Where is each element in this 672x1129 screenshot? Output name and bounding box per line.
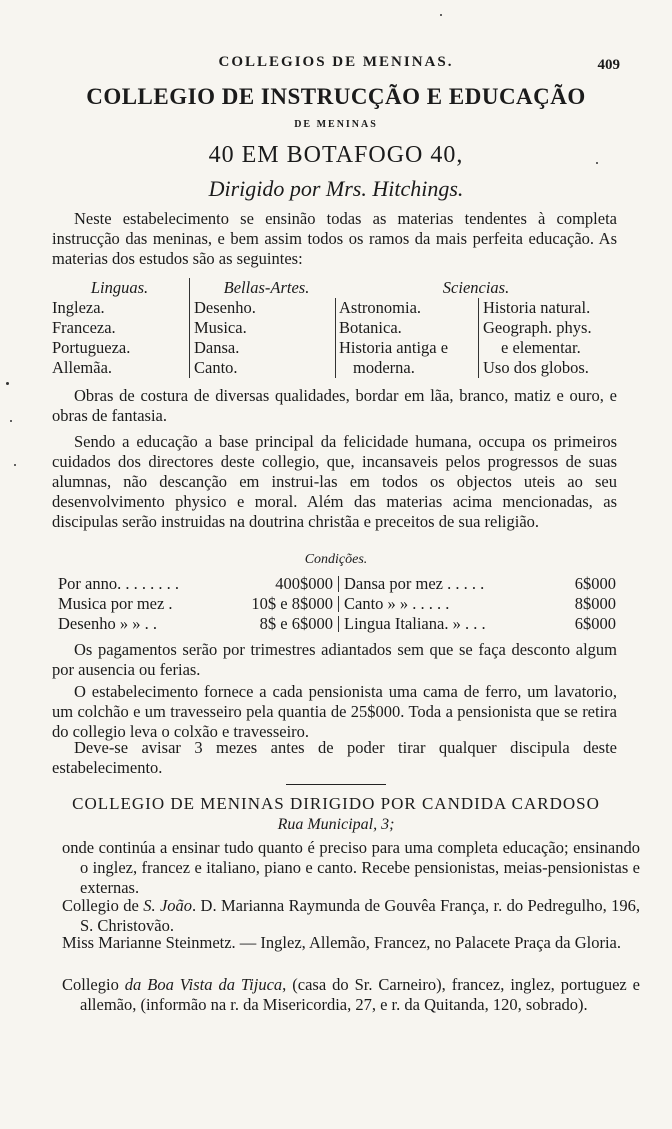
- subject-item: moderna.: [353, 358, 415, 377]
- fee-right-cell: [344, 594, 616, 614]
- college-director: Dirigido por Mrs. Hitchings.: [208, 176, 464, 201]
- subject-item: e elementar.: [501, 338, 581, 357]
- subjects-bellas-artes-heading: Bellas-Artes.: [223, 278, 310, 297]
- fee-divider: [338, 596, 339, 612]
- subject-item: Ingleza.: [52, 298, 105, 317]
- subject-item: Geograph. phys.: [483, 318, 592, 337]
- college-subtitle: DE MENINAS: [294, 119, 378, 130]
- subject-item: Portugueza.: [52, 338, 131, 357]
- fee-label: Desenho » » . .: [58, 614, 157, 633]
- fee-left-cell: [58, 614, 333, 634]
- fee-right-cell: [344, 574, 616, 594]
- fee-price: 6$000: [574, 574, 616, 593]
- entry-name: S. João: [143, 896, 193, 915]
- education-paragraph: Sendo a educação a base principal da felicidade humana, occupa os primeiros cuidados dos directores deste collegio, que, incansaveis pelos progressos de suas alumnas, não descanção em instrui-las em todos os objectos uteis ao seu desenvolvimento physico e moral. Além das materias acima mencionadas, as discipulas serão instruidas na doutrina christãa e preceitos de sua religião.: [52, 432, 617, 531]
- sciencias-left-list: [335, 298, 479, 378]
- subject-item: Historia natural.: [483, 298, 591, 317]
- college2-street: Rua Municipal, 3;: [277, 816, 395, 833]
- subject-item: Astronomia.: [339, 298, 422, 317]
- fee-divider: [338, 616, 339, 632]
- sciencias-right-list: [478, 298, 622, 378]
- print-speck: [10, 420, 12, 422]
- subject-item: Musica.: [194, 318, 247, 337]
- college-address: 40 EM BOTAFOGO 40,: [208, 142, 464, 168]
- fee-label: Dansa por mez . . . . .: [344, 574, 485, 593]
- subjects-sciencias-column: [335, 278, 617, 378]
- section-divider: [286, 784, 386, 785]
- fee-right-cell: [344, 614, 616, 634]
- fee-divider: [338, 576, 339, 592]
- subjects-bellas-artes-column: [189, 278, 339, 378]
- subject-item: Botanica.: [339, 318, 402, 337]
- print-speck: [440, 14, 442, 16]
- college-title: COLLEGIO DE INSTRUCÇÃO E EDUCAÇÃO: [86, 84, 586, 109]
- college2-title: COLLEGIO DE MENINAS DIRIGIDO POR CANDIDA CARDOSO: [72, 794, 600, 813]
- fee-price: 10$ e 8$000: [251, 594, 333, 613]
- listing-entry: [62, 933, 640, 953]
- subjects-linguas-heading: Linguas.: [90, 278, 149, 297]
- fees-table: [58, 574, 618, 634]
- listing-entry: [62, 975, 640, 1015]
- print-speck: [596, 162, 598, 164]
- entry-text: . D. Marianna Raymunda de Gouvêa França, r. do Pedregulho, 196, S. Christovão.: [80, 896, 641, 935]
- payments-paragraph: Os pagamentos serão por trimestres adiantados sem que se faça desconto algum por ausencia ou ferias.: [52, 640, 617, 679]
- entry-text: Miss Marianne Steinmetz. — Inglez, Allemão, Francez, no Palacete Praça da Gloria.: [62, 933, 621, 952]
- entry-name: da Boa Vista da Tijuca: [124, 975, 283, 994]
- fee-row: [58, 614, 618, 634]
- fee-price: 8$ e 6$000: [259, 614, 333, 633]
- print-speck: [14, 464, 16, 466]
- fee-row: [58, 594, 618, 614]
- conditions-heading: Condições.: [304, 552, 368, 567]
- subject-item: Uso dos globos.: [483, 358, 589, 377]
- fee-price: 400$000: [275, 574, 333, 593]
- subject-item: Dansa.: [194, 338, 240, 357]
- fee-left-cell: [58, 574, 333, 594]
- fee-label: Canto » » . . . . .: [344, 594, 450, 613]
- page-number: 409: [597, 57, 620, 73]
- subject-item: Historia antiga e: [339, 338, 449, 357]
- fee-label: Por anno. . . . . . . .: [58, 574, 179, 593]
- fee-left-cell: [58, 594, 333, 614]
- entry-text: , (casa do Sr. Carneiro), francez, inglez, portuguez e allemão, (informão na r. da Misericordia, 27, e r. da Quitanda, 120, sobrado).: [80, 975, 640, 1014]
- fee-label: Musica por mez .: [58, 594, 173, 613]
- subject-item: Desenho.: [194, 298, 256, 317]
- entry-prefix: Collegio: [62, 975, 125, 994]
- listing-entry: [62, 896, 640, 936]
- fee-price: 6$000: [574, 614, 616, 633]
- college2-body: onde continúa a ensinar tudo quanto é preciso para uma completa educação; ensinando o inglez, francez e italiano, piano e canto. Recebe pensionistas, meias-pensionistas e externas.: [62, 838, 640, 897]
- fee-row: [58, 574, 618, 594]
- subjects-table: [52, 278, 617, 378]
- intro-paragraph: Neste estabelecimento se ensinão todas as materias tendentes à completa instrucção das meninas, e bem assim todos os ramos da mais perfeita educação. As materias dos estudos são as seguintes:: [52, 209, 617, 268]
- fee-label: Lingua Italiana. » . . .: [344, 614, 486, 633]
- subject-item: Canto.: [194, 358, 238, 377]
- subjects-linguas-column: [52, 278, 187, 378]
- bedding-paragraph: O estabelecimento fornece a cada pensionista uma cama de ferro, um lavatorio, um colchão e um travesseiro pela quantia de 25$000. Toda a pensionista que se retira do collegio leva o colxão e travesseiro.: [52, 682, 617, 741]
- notice-paragraph: Deve-se avisar 3 mezes antes de poder tirar qualquer discipula deste estabelecimento.: [52, 738, 617, 777]
- subject-item: Allemãa.: [52, 358, 113, 377]
- fee-price: 8$000: [574, 594, 616, 613]
- subjects-sciencias-heading: Sciencias.: [442, 278, 510, 297]
- print-speck: [6, 382, 9, 385]
- needlework-paragraph: Obras de costura de diversas qualidades, bordar em lãa, branco, matiz e ouro, e obras de fantasia.: [52, 386, 617, 425]
- running-head: COLLEGIOS DE MENINAS.: [218, 54, 454, 70]
- subject-item: Franceza.: [52, 318, 116, 337]
- entry-prefix: Collegio de: [62, 896, 144, 915]
